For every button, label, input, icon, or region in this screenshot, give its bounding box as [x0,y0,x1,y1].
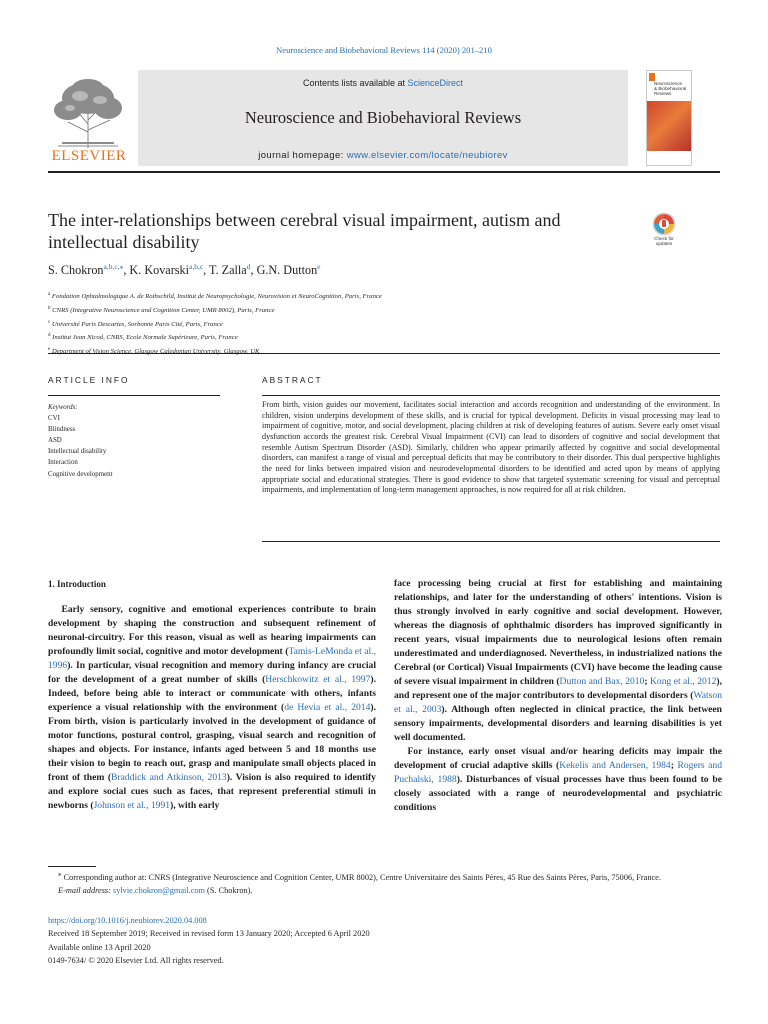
text-run: ). Vision is also required to identify and explore social cues such as faces, that represent preferential stimuli in newborns ( [48,772,376,811]
text-run: ), and represent one of the major contributors to developmental disorders ( [394,676,722,701]
keyword: Intellectual disability [48,448,107,456]
footnote-rule [48,866,96,867]
affiliation [48,303,382,317]
received-dates: Received 18 September 2019; Received in revised form 13 January 2020; Accepted 6 April 2020 [48,929,370,939]
cover-title-line: Neuroscience [654,81,683,86]
keyword: CVI [48,415,60,423]
affiliation-key: a [48,292,51,297]
abstract-text: From birth, vision guides our movement, facilitates social interaction and accords recognition and understanding of the environment. In children, vision underpins development of these skills, and is crucial for typical development. Deficits in visual processing may lead to impairment of cognitive, motor, and social development, placing children at risk of developing features of autism. Severe early onset visual dysfunction accords the greatest risk. Cerebral Visual Impairment (CVI) can lead to disorders of cognitive and social development that resemble Autism Spectrum Disorder (ASD). Similarly, children who appear primarily affected by cognitive and social developmental disorders, can manifest a range of visual and perceptual deficits that may be contributory to their disorder. This dual perspective highlights the need for links between impaired vision and neurodevelopmental disorders to be identified and acted upon by means of applying appropriate social and educational strategies. There is good evidence to show that targeted systematic screening for visual and perceptual impairments, and implementation of long-term management approaches, is now required for all at risk children. [262,400,720,495]
cover-title-line: & Biobehavioral [654,86,687,91]
homepage-line [138,150,628,161]
email-line [48,884,720,897]
text-run: ). In particular, visual recognition and memory during infancy are crucial for the development of a great number of skills ( [48,660,376,685]
keyword: Cognitive development [48,470,113,478]
corresponding-author-footnote [48,868,720,897]
citation-link[interactable]: Watson et al., 2003 [394,690,722,715]
affiliation-key: b [48,305,51,311]
cover-logo-mark [649,73,655,81]
contents-line [138,78,628,88]
journal-reference[interactable]: Neuroscience and Biobehavioral Reviews 114 (2020) 201–210 [276,45,492,55]
author-affiliation-marks[interactable]: e [317,261,321,271]
text-run: ), with early [170,800,220,811]
paragraph [394,745,722,815]
citation-link[interactable]: Tamis-LeMonda et al., 1996 [48,646,376,671]
affiliation-list [48,289,382,358]
citation-link[interactable]: Braddick and Atkinson, 2013 [111,772,227,783]
crossmark-label-line: Check for [654,236,674,241]
citation-link[interactable]: Johnson et al., 1991 [93,800,171,811]
affiliation-key: e [48,347,51,353]
text-run: ; [644,676,650,687]
text-run: face processing being crucial at first for establishing and maintaining relationships, and later for the understanding of others' intentions. Vision is thus strongly involved in early cognitive and social development. However, whereas the diagnosis of ophthalmic disorders has improved significantly in recent years, visual impairments due to neurological lesions often remain underestimated and underdiagnosed. Nevertheless, in industrialized nations the Cerebral (or Cortical) Visual Impairments (CVI) have become the leading cause of severe visual impairment in children ( [394,578,722,687]
affiliation [48,330,382,344]
affiliation [48,317,382,331]
affiliation-key: c [48,319,51,325]
citation-link[interactable]: Rogers and Puchalski, 1988 [394,760,722,785]
header-rule [48,171,720,173]
paragraph [394,577,722,745]
journal-header [48,70,720,170]
crossmark-icon [646,212,682,238]
divider [48,353,720,354]
paragraph [48,603,376,813]
author-name[interactable]: S. Chokron [48,263,104,277]
abstract-heading: ABSTRACT [262,375,323,385]
affiliation-text: Fondation Ophtalmologique A. de Rothschild, Institut de Neuropsychologie, Neurovision et NeuroCognition, Paris, France [51,293,382,301]
cover-title [654,81,686,96]
text-run: Corresponding author at: CNRS (Integrative Neuroscience and Cognition Center, UMR 8002), Centre Universitaire des Saints Pères, 45 Rue des Saints Pères, Paris, 75006, France. [61,872,661,882]
journal-header-box [138,70,628,166]
affiliation-text: Université Paris Descartes, Sorbonne Paris Cité, Paris, France [51,320,223,328]
keywords-block [48,402,113,480]
author-list: S. Chokron$^{a,b,c,⁎}$, K. Kovarski$^{a,b,c}$, T. Zalla$^d$, G.N. Dutton$^e$ [48,261,321,277]
citation-link[interactable]: Herschkowitz et al., 1997 [265,674,371,685]
affiliation [48,344,382,358]
text-run: For instance, early onset visual and/or hearing deficits may impair the development of crucial adaptive skills ( [394,746,722,771]
body-column-right [394,577,722,815]
author-name[interactable]: T. Zalla [209,263,247,277]
text-run: (S. Chokron). [204,885,253,895]
keywords-label: Keywords: [48,404,78,411]
text-run: ). Disturbances of visual processes have thus been found to be closely associated with a range of neurodevelopmental and psychiatric conditions [394,774,722,813]
journal-title: Neuroscience and Biobehavioral Reviews [244,108,522,127]
affiliation-text: CNRS (Integrative Neuroscience and Cognition Center, UMR 8002), Paris, France [52,307,275,315]
divider [48,395,220,396]
publication-info [48,914,370,967]
homepage-prefix: journal homepage: [258,150,347,161]
title-line-1: The inter-relationships between cerebral visual impairment, autism and [48,210,561,230]
citation-link[interactable]: Kekelis and Andersen, 1984 [559,760,671,771]
copyright: 0149-7634/ © 2020 Elsevier Ltd. All rights reserved. [48,955,224,965]
section-heading: 1. Introduction [48,579,106,589]
cover-image [647,101,692,151]
doi-link[interactable]: https://doi.org/10.1016/j.neubiorev.2020.04.008 [48,916,207,925]
homepage-link[interactable]: www.elsevier.com/locate/neubiorev [346,150,508,161]
keyword: Blindness [48,426,76,434]
article-info-heading: ARTICLE INFO [48,375,130,385]
author-name[interactable]: K. Kovarski [129,263,189,277]
author-affiliation-marks[interactable]: d [246,261,251,271]
text-run: Early sensory, cognitive and emotional experiences contribute to brain development by shaping the construction and subsequent refinement of neuronal-circuitry. For this reason, visual as well as hearing impairments can profoundly limit social, cognitive and motor development ( [48,604,376,657]
divider [262,395,720,396]
crossmark-label[interactable] [646,236,682,247]
affiliation-text: Institut Jean Nicod, CNRS, Ecole Normale Supérieure, Paris, France [52,334,238,342]
email-label: E-mail address: [58,885,113,895]
text-run: ). Indeed, before being able to interact or communicate with others, infants experience a visual relationship with the environment ( [48,674,376,713]
divider [262,541,720,542]
email-link[interactable]: sylvie.chokron@gmail.com [113,885,205,895]
body-column-left [48,577,376,813]
cover-title-line: Reviews [654,91,672,96]
author-affiliation-marks[interactable]: a,b,c,⁎ [103,261,124,271]
available-online: Available online 13 April 2020 [48,942,151,952]
author-name[interactable]: G.N. Dutton [256,263,318,277]
affiliation [48,289,382,303]
title-line-2: intellectual disability [48,232,200,252]
footnote-text [48,868,720,884]
affiliation-key: d [48,333,51,339]
contents-prefix: Contents lists available at [302,78,408,88]
crossmark-label-line: updates [655,241,673,247]
citation-link[interactable]: Dutton and Bax, 2010 [559,676,645,687]
keyword: Interaction [48,459,78,467]
footnote-mark: ⁎ [58,871,62,878]
tree-icon [48,74,128,150]
author-affiliation-marks[interactable]: a,b,c [189,261,204,271]
text-run: ). From birth, vision is particularly involved in the development of guidance of motor functions, postural control, grasping, visual search and recognition of shapes and objects. For instance, infants aged between 5 and 18 months use their vision to begin to reach out, grasp and manipulate small objects placed in front of them ( [48,702,376,783]
article-title [48,209,628,253]
citation-link[interactable]: Kong et al., 2012 [649,676,717,687]
sciencedirect-link[interactable]: ScienceDirect [407,78,464,88]
journal-cover-thumbnail[interactable] [646,70,692,166]
citation-link[interactable]: de Hevia et al., 2014 [284,702,371,713]
elsevier-wordmark[interactable]: ELSEVIER [51,148,127,164]
text-run: ; [670,760,678,771]
text-run: ). Although often neglected in clinical practice, the link between sensory impairments, developmental disorders and learning disabilities is yet well documented. [394,704,722,743]
keyword: ASD [48,437,62,445]
